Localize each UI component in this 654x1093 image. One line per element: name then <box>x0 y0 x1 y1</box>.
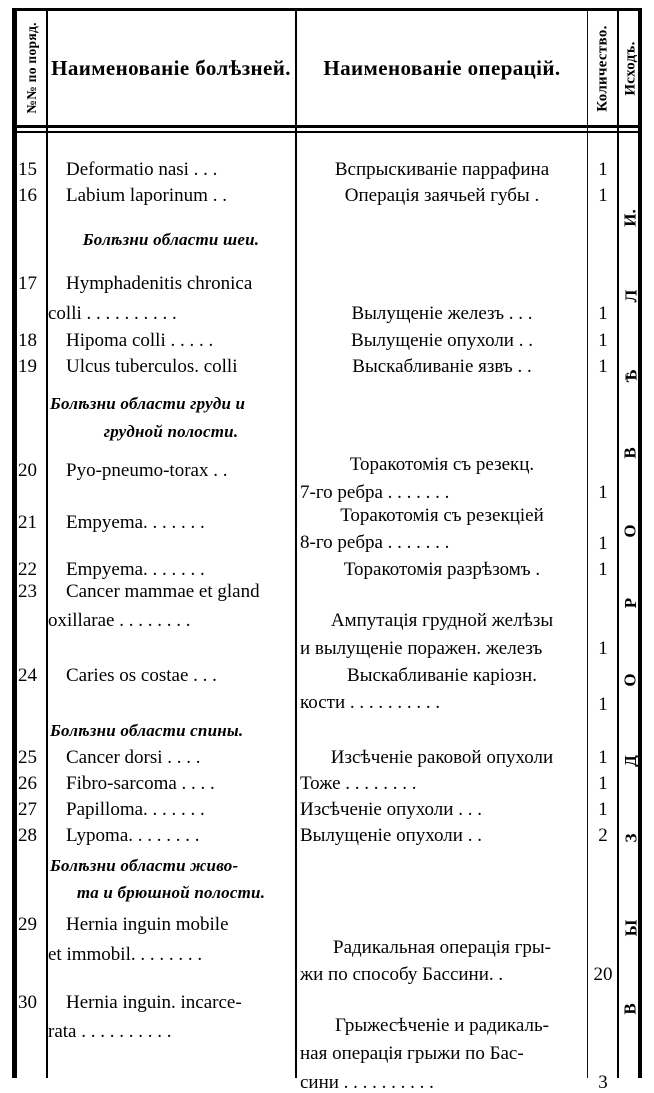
disease-name: Hipoma colli . . . . . <box>66 330 214 351</box>
row-number: 26 <box>18 773 37 794</box>
operation-name: Вылущеніе опухоли . . <box>351 330 533 351</box>
header-divider-upper <box>17 125 638 128</box>
operation-name: Торакотомія съ резекціей <box>340 505 544 526</box>
row-number: 22 <box>18 559 37 580</box>
outcome-letter: Ѣ <box>620 369 640 383</box>
operation-name-continued: и вылущеніе поражен. железъ <box>300 638 543 659</box>
quantity-value: 20 <box>593 964 613 985</box>
outcome-letter: О <box>620 673 640 687</box>
operation-name: Ампутація грудной желѣзы <box>330 610 554 631</box>
quantity-value: 1 <box>598 747 608 768</box>
operation-name: Тоже . . . . . . . . <box>300 773 417 794</box>
section-heading-line2: грудной полости. <box>103 422 239 441</box>
outcome-letter: Д <box>620 755 640 767</box>
disease-name-continued: rata . . . . . . . . . . <box>48 1021 172 1042</box>
column-header-diseases <box>48 11 294 125</box>
outcome-letter: В <box>621 1003 640 1015</box>
quantity-value: 1 <box>598 559 608 580</box>
row-number: 15 <box>18 159 37 180</box>
operation-name-continued: жи по способу Бассини. . <box>300 964 504 985</box>
column-header-operations-label: Наименованіе операцій. <box>323 55 561 80</box>
column-header-quantity-label: Количество. <box>594 24 611 112</box>
operations-table <box>12 8 642 1093</box>
disease-name: Empyema. . . . . . . <box>66 512 205 533</box>
operation-name-continued: ная операція грыжи по Бас- <box>300 1043 524 1064</box>
operation-name: Вылущеніе опухоли . . <box>300 825 482 846</box>
operation-name: Вылущеніе железъ . . . <box>351 303 533 324</box>
disease-name-continued: colli . . . . . . . . . . <box>48 303 177 324</box>
outcome-letter: Р <box>620 597 640 609</box>
operation-name: Грыжесѣченіе и радикаль- <box>335 1015 549 1036</box>
section-heading-line1: Болѣзни области груди и <box>50 394 246 413</box>
operation-name: Вспрыскиваніе паррафина <box>334 159 550 180</box>
section-heading: Болѣзни области спины. <box>50 721 244 740</box>
column-header-diseases-label: Наименованіе болѣзней. <box>51 55 291 80</box>
outcome-letter: В <box>621 447 640 459</box>
disease-name: Fibro-sarcoma . . . . <box>66 773 215 794</box>
outcome-letter: Ы <box>620 919 640 937</box>
quantity-value: 1 <box>598 533 608 554</box>
operation-name: Торакотомія съ резекц. <box>349 454 535 475</box>
quantity-value: 1 <box>598 356 608 377</box>
disease-name: Cancer mammae et gland <box>66 581 260 602</box>
disease-name: Hernia inguin. incarce- <box>66 992 242 1013</box>
row-number: 28 <box>18 825 37 846</box>
operation-name: Выскабливаніе каріозн. <box>347 665 537 686</box>
operation-name: Изсѣченіе раковой опухоли <box>330 747 554 768</box>
operation-name-continued: кости . . . . . . . . . . <box>300 692 441 713</box>
disease-name: Pyo-pneumo-torax . . <box>66 460 228 481</box>
row-number: 21 <box>18 512 37 533</box>
quantity-value: 1 <box>598 694 608 715</box>
disease-name: Caries os costae . . . <box>66 665 217 686</box>
disease-name: Lypoma. . . . . . . . <box>66 825 200 846</box>
section-heading-line1: Болѣзни области живо- <box>50 856 239 875</box>
row-number: 18 <box>18 330 37 351</box>
row-number: 29 <box>18 914 37 935</box>
operation-name: Радикальная операція гры- <box>333 937 551 958</box>
table-body <box>17 133 640 1093</box>
column-header-quantity <box>589 11 617 125</box>
operation-name-continued: 8-го ребра . . . . . . . <box>300 532 450 553</box>
quantity-value: 1 <box>598 638 608 659</box>
row-number: 20 <box>18 460 37 481</box>
table-header <box>17 11 638 125</box>
disease-name-continued: oxillarae . . . . . . . . <box>48 610 191 631</box>
column-header-number-label: №№ по поряд. <box>23 22 39 114</box>
outcome-letter: Л <box>620 289 640 303</box>
quantity-value: 1 <box>598 185 608 206</box>
row-number: 19 <box>18 356 37 377</box>
row-number: 25 <box>18 747 37 768</box>
column-header-outcome-label: Исходъ. <box>622 40 639 96</box>
operation-name: Операція заячьей губы . <box>344 185 540 206</box>
outcome-letter: З <box>620 833 640 843</box>
disease-name: Labium laporinum . . <box>66 185 227 206</box>
operation-name: Торакотомія разрѣзомъ . <box>343 559 541 580</box>
quantity-value: 1 <box>598 799 608 820</box>
column-header-number <box>17 11 46 125</box>
operation-name: Выскабливаніе язвъ . . <box>352 356 532 377</box>
row-number: 17 <box>18 273 37 294</box>
disease-name: Deformatio nasi . . . <box>66 159 218 180</box>
row-number: 24 <box>18 665 37 686</box>
quantity-value: 1 <box>598 330 608 351</box>
quantity-value: 1 <box>598 159 608 180</box>
row-number: 30 <box>18 992 37 1013</box>
disease-name: Hymphadenitis chronica <box>66 273 253 294</box>
operation-name-continued: сини . . . . . . . . . . <box>300 1072 434 1093</box>
quantity-value: 1 <box>598 482 608 503</box>
disease-name: Papilloma. . . . . . . <box>66 799 205 820</box>
quantity-value: 3 <box>598 1072 608 1093</box>
section-heading: Болѣзни области шеи. <box>82 230 260 249</box>
outcome-letter: И. <box>620 209 640 227</box>
quantity-value: 2 <box>598 825 608 846</box>
quantity-value: 1 <box>598 773 608 794</box>
row-number: 16 <box>18 185 37 206</box>
disease-name: Cancer dorsi . . . . <box>66 747 201 768</box>
column-header-outcome <box>619 11 643 125</box>
row-number: 23 <box>18 581 37 602</box>
disease-name: Hernia inguin mobile <box>66 914 229 935</box>
outcome-letter: О <box>620 524 640 538</box>
section-heading-line2: та и брюшной полости. <box>76 883 266 902</box>
disease-name-continued: et immobil. . . . . . . . <box>48 944 203 965</box>
disease-name: Ulcus tuberculos. colli <box>66 356 238 377</box>
operation-name: Изсѣченіе опухоли . . . <box>300 799 482 820</box>
quantity-value: 1 <box>598 303 608 324</box>
operation-name-continued: 7-го ребра . . . . . . . <box>300 482 450 503</box>
disease-name: Empyema. . . . . . . <box>66 559 205 580</box>
row-number: 27 <box>18 799 37 820</box>
column-header-operations <box>298 11 586 125</box>
